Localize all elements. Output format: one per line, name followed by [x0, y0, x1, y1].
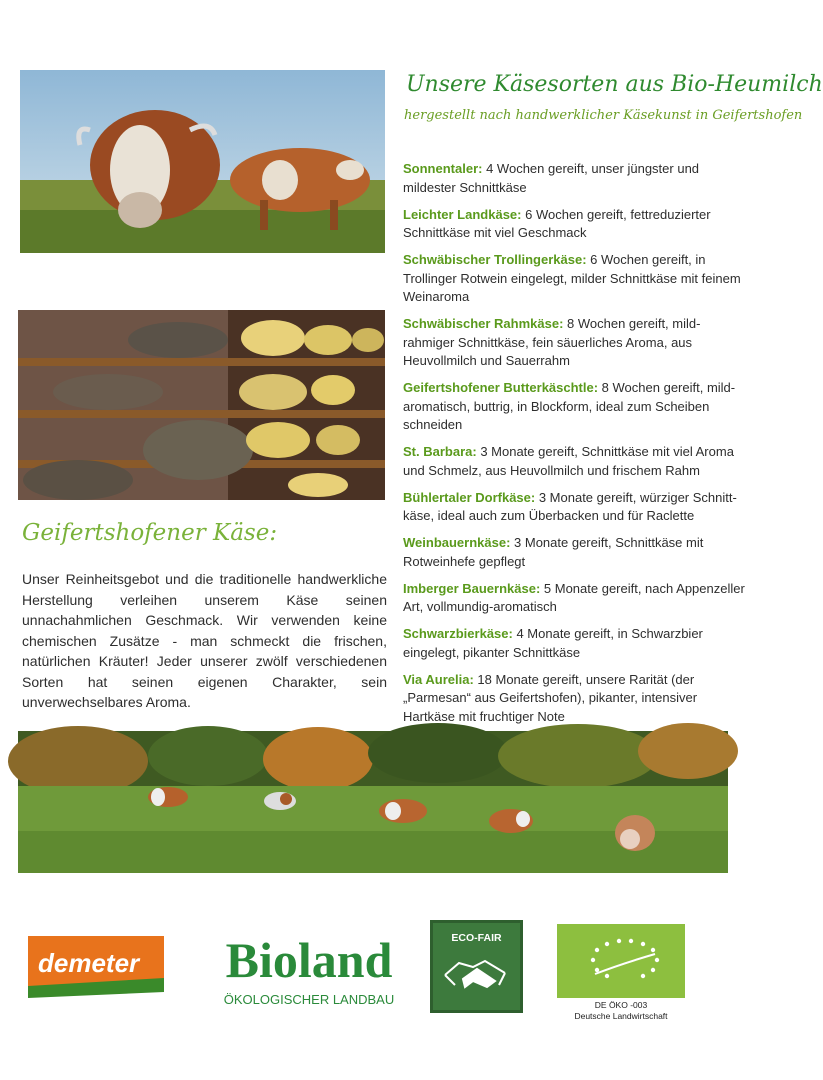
- eu-organic-code: [545, 1000, 697, 1021]
- cheese-desc: 8 Wochen gereift, mild-rahmiger Schnittkäse, fein säuerliches Aroma, aus Heuvollmilch und Sauerrahm: [403, 316, 701, 368]
- cheese-desc: 3 Monate gereift, Schnittkäse mit Rotweinhefe gepflegt: [403, 535, 704, 569]
- cheese-desc: 18 Monate gereift, unsere Rarität (der „Parmesan“ aus Geifertshofen), pikanter, intensiver Hartkäse mit fruchtiger Note: [403, 671, 698, 724]
- cheese-desc: 6 Wochen gereift, in Trollinger Rotwein eingelegt, milder Schnittkäse mit feinem Weinaroma: [403, 252, 741, 304]
- cheese-list: [403, 160, 748, 735]
- cheese-name: Imberger Bauernkäse:: [403, 580, 541, 596]
- cheese-item: [403, 315, 748, 371]
- cheese-item: [403, 379, 748, 435]
- eco-fair-logo: [430, 920, 523, 1013]
- eu-organic-logo: [557, 924, 685, 998]
- cheese-name: Schwarzbierkäse:: [403, 626, 513, 641]
- cheese-item: [403, 625, 748, 662]
- eu-leaf-stars-icon: [557, 924, 685, 998]
- cheese-name: Schwäbischer Trollingerkäse:: [403, 252, 587, 267]
- cheese-name: Schwäbischer Rahmkäse:: [403, 316, 564, 331]
- cheese-name: Geifertshofener Butterkäschtle:: [403, 380, 599, 395]
- page-subtitle: hergestellt nach handwerklicher Käsekunst in Geifertshofen: [404, 108, 803, 123]
- cheese-desc: 5 Monate gereift, nach Appenzeller Art, vollmundig-aromatisch: [403, 580, 745, 614]
- section-title: Geifertshofener Käse:: [22, 520, 278, 546]
- cheese-name: St. Barbara:: [403, 444, 477, 459]
- cheese-name: Sonnentaler:: [403, 161, 483, 176]
- bioland-logo: [214, 925, 404, 1013]
- demeter-logo: [28, 936, 164, 998]
- cheese-item: [403, 580, 748, 617]
- cheese-desc: 8 Wochen gereift, mild-aromatisch, buttrig, in Blockform, ideal zum Scheiben schneiden: [403, 380, 736, 432]
- cheese-name: Leichter Landkäse:: [403, 206, 522, 222]
- cheese-item: [403, 443, 748, 480]
- cheese-name: Via Aurelia:: [403, 671, 474, 687]
- cheese-desc: 6 Wochen gereift, fettreduzierter Schnittkäse mit viel Geschmack: [403, 206, 711, 240]
- cheese-item: [403, 671, 748, 727]
- cheese-cellar-photo: [18, 310, 385, 500]
- eco-fair-text: ECO-FAIR: [451, 932, 502, 944]
- eu-origin-line: Deutsche Landwirtschaft: [574, 1010, 668, 1021]
- page-title: Unsere Käsesorten aus Bio-Heumilch: [406, 72, 823, 97]
- eu-code-line: DE ÖKO -003: [594, 1000, 648, 1010]
- cheese-item: [403, 160, 748, 197]
- bioland-subtext: ÖKOLOGISCHER LANDBAU: [223, 992, 395, 1007]
- cows-photo: [20, 70, 385, 253]
- cheese-item: [403, 534, 748, 571]
- cheese-name: Bühlertaler Dorfkäse:: [403, 489, 536, 505]
- cheese-desc: 4 Wochen gereift, unser jüngster und mildester Schnittkäse: [403, 161, 700, 195]
- cheese-desc: 4 Monate gereift, in Schwarzbier eingelegt, pikanter Schnittkäse: [403, 626, 703, 660]
- bioland-text: Bioland: [225, 932, 393, 988]
- cheese-desc: 3 Monate gereift, Schnittkäse mit viel Aroma und Schmelz, aus Heuvollmilch und frischem Rahm: [403, 444, 734, 478]
- cheese-item: [403, 206, 748, 243]
- pasture-photo: [18, 731, 728, 873]
- cheese-name: Weinbauernkäse:: [403, 535, 511, 550]
- cheese-item: [403, 489, 748, 526]
- handshake-icon: [445, 961, 505, 987]
- intro-paragraph: Unser Reinheitsgebot und die traditionelle handwerkliche Herstellung verleihen unserem Käse seinen unnachahmlichen Geschmack. Wir verwenden keine chemischen Zusätze - man schmeckt die frischen, natürlichen Kräuter! Jeder unserer zwölf verschiedenen Sorten hat seinen eigenen Charakter, sein unverwechselbares Aroma.: [22, 571, 387, 710]
- cheese-item: [403, 251, 748, 307]
- cheese-desc: 3 Monate gereift, würziger Schnitt-käse, ideal auch zum Überbacken und für Raclette: [403, 489, 737, 523]
- demeter-text: demeter: [38, 948, 140, 978]
